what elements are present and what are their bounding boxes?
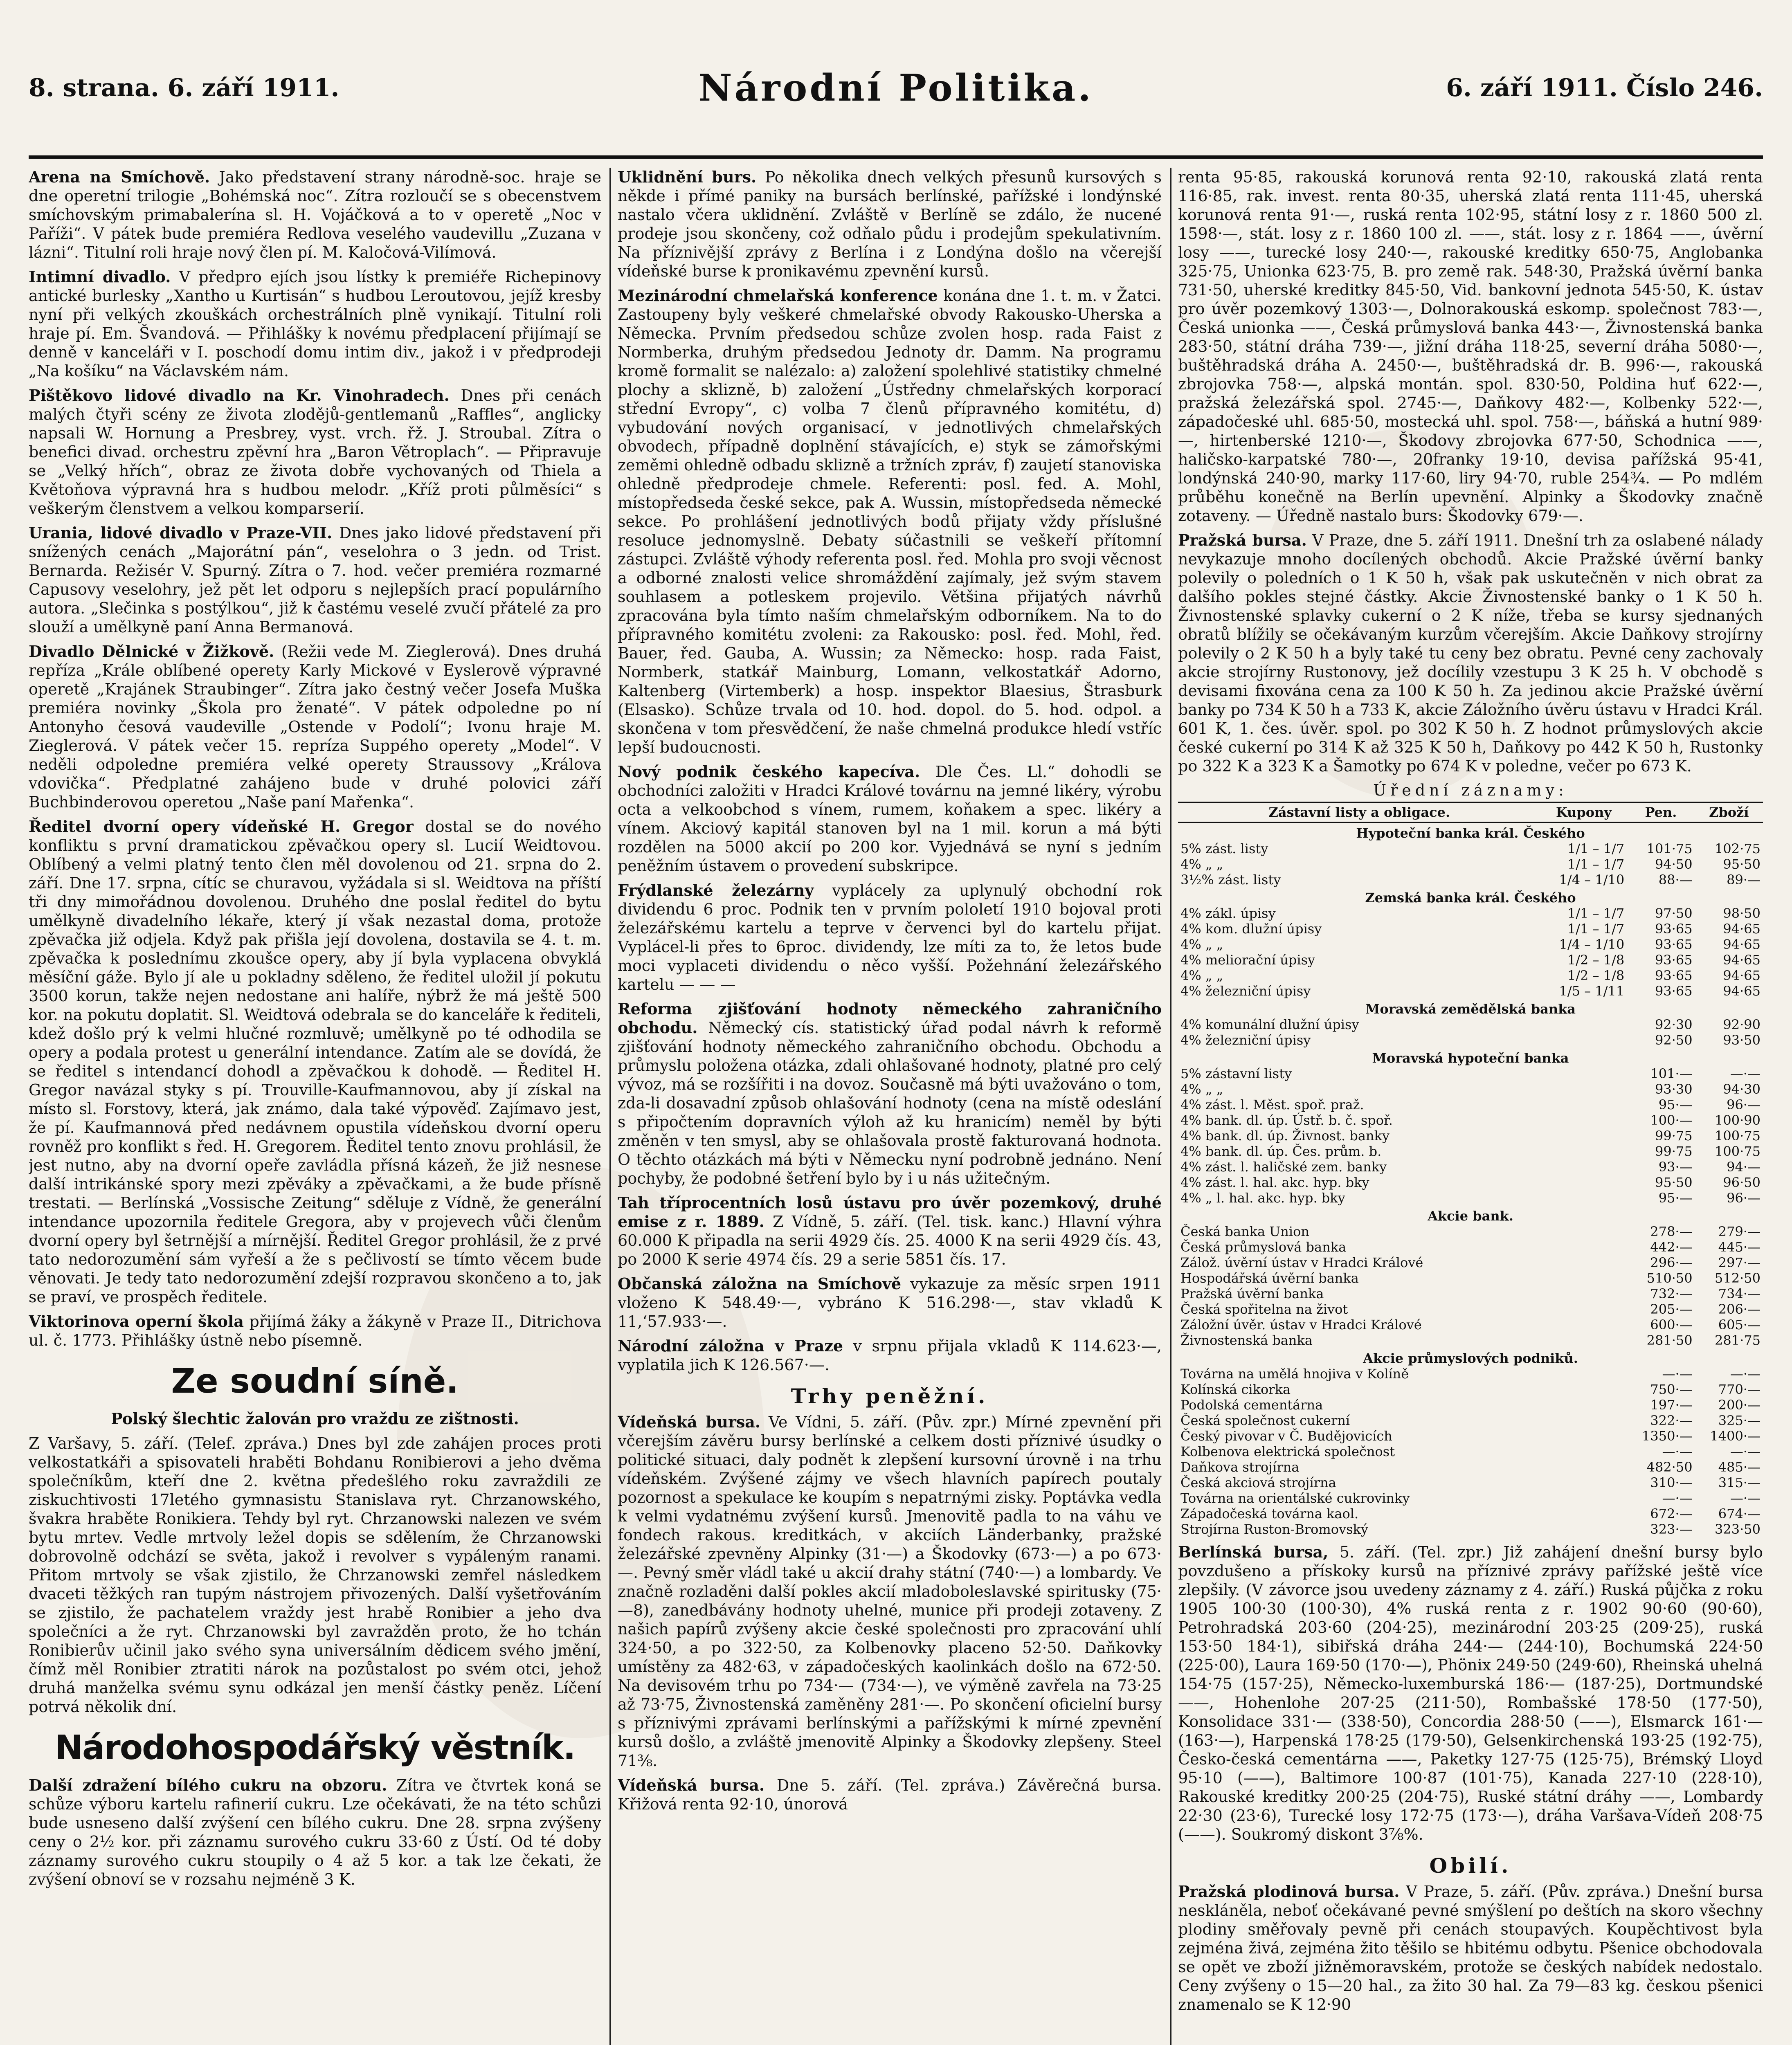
table-row [1178, 1032, 1763, 1048]
coupon-dates: 1/4 – 1/10 [1559, 937, 1625, 952]
article-berlin-bourse [1178, 1543, 1763, 1844]
article-text: Německý cís. statistický úřad podal návrh k reformě zjišťování hodnoty německého zahraničního obchodu. Obchodu a průmyslu položena otázka, zdali ohlašované hodnoty, platné pro celý vývoz, má se rozšířiti i na dovoz. Současně má býti uvažováno o tom, zda-li dosavadní způsob ohlašování hodnoty (cena na místě odeslání s připočtením dopravních výloh až ku hranicím) neměl by býti změněn v ten smysl, aby se ohlašovala prostě fakturovaná hodnota. O těchto otázkách má býti v Německu nyní podrobně jednáno. Není pochyby, že podobné šetření bylo by i u nás užitečným. [618, 1019, 1162, 1187]
bid-price: 88·— [1658, 872, 1693, 888]
security-name: 4% železniční úpisy [1180, 983, 1311, 999]
table-group-row [1178, 999, 1763, 1017]
coupon-dates [1541, 1286, 1627, 1301]
bid-price: 93·65 [1655, 921, 1693, 937]
column-middle [618, 168, 1162, 2045]
ask-price: 92·90 [1723, 1017, 1761, 1032]
table-row [1178, 906, 1763, 921]
quotes-table-body [1178, 822, 1763, 1537]
coupon-dates [1541, 1175, 1627, 1190]
table-row [1178, 1382, 1763, 1397]
article-heading: Berlínská bursa, [1178, 1543, 1329, 1561]
table-row [1178, 1506, 1763, 1521]
article-heading: Frýdlanské železárny [618, 881, 814, 899]
bid-price: 310·— [1650, 1475, 1693, 1490]
ask-price: 325·— [1718, 1413, 1761, 1428]
table-row [1178, 1286, 1763, 1301]
ask-price: 94·65 [1723, 937, 1761, 952]
article-vienna-bourse-close [618, 1776, 1162, 1814]
article-text: konána dne 1. t. m. v Žatci. Zastoupeny byly veškeré chmelařské obvody Rakousko-Uherska a Německa. Prvním předsedou schůze zvolen hosp. rada Faist z Normberka, druhým předsedou Jednoty dr. Damm. Na programu kromě formalit se nalézalo: a) založení spolehlivé statistiky chmelné plochy a sklizně, b) založení „Ústředny chmelařských korporací střední Evropy“, c) volba 7 členů přípravného komitétu, d) vybudování nových organisací, v jednotlivých chmelařských obvodech, případně doplnění stávajících, e) styk se zámořskými zeměmi ohledně odbadu sklizně a tržních zpráv, f) zaujetí stanoviska ohledně předprodeje chmele. Referenti: posl. fed. A. Mohl, místopředseda české sekce, pak A. Wussin, místopředseda německé sekce. Po prohlášení jednotlivých bodů přijaty vždy příslušné resoluce jednomyslně. Debaty súčastnili se veškeří přítomní zástupci. Zvláště výhody referenta posl. řed. Mohla pro svoji věcnost a odborné znalosti velice shromáždění zajímaly, jež svým stavem souhlasem a potleskem projevilo. Většina přijatých návrhů zpracována byla tímto naším chmelařským odborníkem. Na to do přípravného komitétu zvoleni: za Rakousko: posl. řed. Mohl, řed. Bauer, řed. Gauba, A. Wussin; za Německo: hosp. rada Faist, Normberk, statkář Mainburg, Lomann, velkostatkář Adorno, Kaltenberg (Virtemberk) a hosp. inspektor Blaesius, Štrasburk (Elsasko). Schůze trvala od 10. hod. dopol. do 5. hod. odpol. a skončena v tom přesvědčení, že naše chmelná produkce hledí vstříc lepší budoucnosti. [618, 287, 1162, 756]
security-name: 4% železniční úpisy [1180, 1032, 1311, 1048]
coupon-dates [1541, 1128, 1627, 1144]
table-row [1178, 1366, 1763, 1382]
coupon-dates [1541, 1333, 1627, 1348]
article-vienna-bourse [618, 1413, 1162, 1770]
columns [29, 168, 1763, 2045]
security-name: 4% meliorační úpisy [1180, 952, 1315, 968]
security-name: 4% bank. dl. úp. Čes. prům. b. [1180, 1144, 1382, 1159]
table-row [1178, 1097, 1763, 1112]
security-name: Kolbenova elektrická společnost [1180, 1444, 1395, 1459]
table-group-row [1178, 1348, 1763, 1366]
column-header: Zboží [1695, 802, 1763, 822]
article-court: Z Varšavy, 5. září. (Telef. zpráva.) Dnes byl zde zahájen proces proti velkostatkáři a spisovateli hraběti Bohdanu Ronibierovi a jeho dvěma společníkům, kteří dne 2. května předešlého roku zavraždili ze ziskuchtivosti 17letého gymnasistu Stanislava ryt. Chrzanowského, švakra hraběte Ronikiera. Tehdy byl ryt. Chrzanowski nalezen ve svém bytu mrtev. Vedle mrtvoly ležel dopis se sdělením, že Chrzanowski dobrovolně odchází se světa, jakož i revolver s vypáleným ranami. Přitom mrtvoly se však zjistilo, že Chrzanowski zemřel následkem dvaceti těžkých ran tupým nástrojem přivozených. Další vyšetřováním se zjistilo, že pachatelem vraždy jest hrabě Ronibier a jeho dva společníci a že ryt. Chrzanowski byl zavražděn proto, že ho tchán Ronibierův učinil jako svého syna universálním dědicem svého jmění, čímž měl Ronibier ztratiti nárok na pozůstalost po svém otci, jehož druhá manželka svému synu odkázal jen menší částky peněz. Líčení potrvá několik dní. [29, 1434, 601, 1716]
article-heading: Mezinárodní chmelařská konference [618, 286, 938, 305]
security-name: 4% kom. dlužní úpisy [1180, 921, 1322, 937]
table-row [1178, 1444, 1763, 1459]
ask-price: 94·65 [1723, 968, 1761, 983]
coupon-dates [1541, 1301, 1627, 1317]
coupon-dates [1541, 1475, 1627, 1490]
ask-price: 96·— [1727, 1190, 1761, 1206]
article-heading: Viktorinova operní škola [29, 1312, 244, 1330]
column-left [29, 168, 601, 2045]
bid-price: 101·75 [1646, 841, 1693, 856]
bid-price: 95·— [1658, 1097, 1693, 1112]
coupon-dates [1541, 1382, 1627, 1397]
security-name: Záložní úvěr. ústav v Hradci Králové [1180, 1317, 1422, 1333]
table-row [1178, 841, 1763, 856]
coupon-dates [1541, 1521, 1627, 1537]
group-label: Akcie bank. [1428, 1208, 1513, 1224]
coupon-dates [1541, 1506, 1627, 1521]
coupon-dates [1541, 1066, 1627, 1081]
quotes-table-caption: Úřední záznamy: [1373, 781, 1568, 799]
article-heading: Tah tříprocentních losů ústavu pro úvěr pozemkový, druhé emise z r. 1889. [618, 1193, 1162, 1231]
coupon-dates [1541, 1317, 1627, 1333]
article-heading: Uklidnění burs. [618, 168, 757, 186]
coupon-dates: 1/2 – 1/8 [1567, 968, 1625, 983]
coupon-dates [1541, 1490, 1627, 1506]
article-text: Z Vídně, 5. září. (Tel. tisk. kanc.) Hlavní výhra 60.000 K připadla na serii 4929 čís. 25. 4000 K na serii 4929 čís. 43, po 2000 K serie 4974 čís. 29 a serie 5851 čís. 17. [618, 1213, 1162, 1268]
coupon-dates [1541, 1366, 1627, 1382]
coupon-dates [1541, 1081, 1627, 1097]
security-name: Strojírna Ruston-Bromovský [1180, 1521, 1368, 1537]
ask-price: 445·— [1718, 1239, 1761, 1255]
article-sugar [29, 1776, 601, 1889]
bid-price: 93·— [1658, 1159, 1693, 1175]
table-row [1178, 1239, 1763, 1255]
article-text: Dne 5. září. (Tel. zpráva.) Závěrečná bursa. Křižová renta 92·10, únorová [618, 1776, 1162, 1813]
ask-price: 94·65 [1723, 952, 1761, 968]
article-text: v srpnu přijala vkladů K 114.623·—, vyplatila jich K 126.567·—. [618, 1337, 1162, 1374]
article-heading: Divadlo Dělnické v Žižkově. [29, 642, 274, 661]
security-name: 4% „ l. hal. akc. hyp. bky [1180, 1190, 1345, 1206]
coupon-dates [1541, 1159, 1627, 1175]
bid-price: 281·50 [1646, 1333, 1693, 1348]
column-header: Kupony [1541, 802, 1627, 822]
security-name: Zálož. úvěrní ústav v Hradci Králové [1180, 1255, 1423, 1270]
column-header: Zástavní listy a obligace. [1178, 802, 1541, 822]
column-header: Pen. [1627, 802, 1695, 822]
security-name: Česká spořitelna na život [1180, 1301, 1348, 1317]
table-row [1178, 1413, 1763, 1428]
bid-price: 510·50 [1646, 1270, 1693, 1286]
article-text: vykazuje za měsíc srpen 1911 vloženo K 548.49·—, vybráno K 516.298·—, stav vkladů K 11,‘57.933·—. [618, 1275, 1162, 1330]
bid-price: 482·50 [1646, 1459, 1693, 1475]
bid-price: 296·— [1650, 1255, 1693, 1270]
security-name: Česká průmyslová banka [1180, 1239, 1347, 1255]
header-date-and-issue: 6. září 1911. Číslo 246. [1446, 74, 1763, 102]
bid-price: 92·30 [1655, 1017, 1693, 1032]
table-row [1178, 937, 1763, 952]
article-heading: Reforma zjišťování hodnoty německého zahraničního obchodu. [618, 1000, 1162, 1037]
quotes-table [1178, 802, 1763, 1537]
table-row [1178, 1301, 1763, 1317]
article-grain-bourse [1178, 1882, 1763, 2014]
coupon-dates [1541, 1144, 1627, 1159]
section-heading-money-markets: Trhy peněžní. [791, 1384, 989, 1408]
ask-price: 98·50 [1723, 906, 1761, 921]
article-reditel [29, 817, 601, 1306]
bid-price: 672·— [1650, 1506, 1693, 1521]
coupon-dates: 1/1 – 1/7 [1567, 841, 1625, 856]
article-heading: Pištěkovo lidové divadlo na Kr. Vinohradech. [29, 386, 450, 405]
header-page-and-date: 8. strana. 6. září 1911. [29, 74, 340, 102]
security-name: 4% zást. l. hal. akc. hyp. bky [1180, 1175, 1369, 1190]
article-text: V Praze, 5. září. (Pův. zpráva.) Dnešní bursa neskláněla, neboť očekávané pevné smýšlení po deštích na skoro všechny plodiny směřovaly pevně při cenách stoupavých. Koupěchtivost byla zejména živá, zejména žito těšilo se hbitému odbytu. Pšenice obchodovala se opět ve zboží jižněmoravském, protože se českých nabídek nedostalo. Ceny zvýšeny o 15—20 hal., za žito 30 hal. Za 79—83 kg. českou pšenici znamenalo se K 12·90 [1178, 1883, 1763, 2014]
table-row [1178, 1144, 1763, 1159]
ask-price: 734·— [1718, 1286, 1761, 1301]
article-text: Dnes při cenách malých čtyři scény ze života zlodějů-gentlemanů „Raffles“, anglicky napsali W. Hornung a Presbrey, vyst. vrch. řž. J. Stroubal. Zítra o benefici divad. orchestru zpěvní hra „Baron Větroplach“. — Připravuje se „Velký hřích“, obraz ze života dobře vychovaných od Thiela a Květoňova výpravná hra s hudbou melodr. „Kříž proti půlměsíci“ s veškerým členstvem a velkou komparserií. [29, 387, 601, 517]
table-row [1178, 1081, 1763, 1097]
ask-price: 100·75 [1715, 1144, 1761, 1159]
security-name: 4% „ „ [1180, 856, 1223, 872]
table-row [1178, 921, 1763, 937]
table-group-row [1178, 888, 1763, 906]
table-group-row [1178, 1206, 1763, 1224]
table-row [1178, 1017, 1763, 1032]
coupon-dates [1541, 1444, 1627, 1459]
coupon-dates [1541, 1190, 1627, 1206]
ask-price: 297·— [1718, 1255, 1761, 1270]
security-name: Daňkova strojírna [1180, 1459, 1300, 1475]
article-zizkov [29, 642, 601, 811]
security-name: Západočeská továrna kaol. [1180, 1506, 1359, 1521]
bid-price: 205·— [1650, 1301, 1693, 1317]
security-name: 3½% zást. listy [1180, 872, 1281, 888]
security-name: 4% zákl. úpisy [1180, 906, 1276, 921]
article-text: 5. září. (Tel. zpr.) Již zahájení dnešní bursy bylo povzdušeno a přískoky kursů na příznivé zprávy pařížské ještě více zlepšily. (V závorce jsou uvedeny záznamy z 4. září.) Ruská půjčka z roku 1905 100·30 (100·30), 4% ruská renta z r. 1902 90·60 (90·60), Petrohradská 203·60 (204·25), mezinárodní 203·25 (209·25), ruská 153·50 184·1), sibiřská dráha 244·— (244·10), Bochumská 224·50 (225·00), Laura 169·50 (170·—), Phönix 249·50 (249·60), Rheinská uhelná 154·75 (157·25), Německo-luxemburská 186·— (187·25), Dortmundské ——, Hohenlohe 207·25 (211·50), Rombašské 178·50 (177·50), Konsolidace 331·— (338·50), Concordia 288·50 (——), Elsmarck 161·— (163·—), Harpenská 178·25 (179·50), Gelsenkirchenská 193·25 (192·75), Česko-česká cementárna ——, Paketky 127·75 (125·75), Brémský Lloyd 95·10 (——), Baltimore 100·87 (101·75), Kanada 227·10 (228·10), Rakouské kreditky 200·25 (204·75), Ruské státní dráhy ——, Lombardy 22·30 (23·6), Turecké losy 172·75 (173·—), dráha Varšava-Vídeň 208·75 (——). Soukromý diskont 3⅞%. [1178, 1543, 1763, 1843]
ask-price: 200·— [1718, 1397, 1761, 1413]
table-row [1178, 1175, 1763, 1190]
article-heading: Pražská plodinová bursa. [1178, 1882, 1400, 1901]
table-row [1178, 1270, 1763, 1286]
article-urania [29, 524, 601, 636]
security-name: 4% zást. l. haličské zem. banky [1180, 1159, 1387, 1175]
section-heading-economy: Národohospodářský věstník. [55, 1728, 575, 1767]
bid-price: 600·— [1650, 1317, 1693, 1333]
security-name: Továrna na umělá hnojiva v Kolíně [1180, 1366, 1409, 1382]
security-name: Česká banka Union [1180, 1224, 1309, 1239]
security-name: Živnostenská banka [1180, 1333, 1313, 1348]
newspaper-page [29, 20, 1763, 2045]
article-heading: Polský šlechtic žalován pro vraždu ze zištnosti. [111, 1409, 519, 1428]
group-label: Moravská hypoteční banka [1372, 1050, 1569, 1066]
bid-price: 95·50 [1655, 1175, 1693, 1190]
table-row [1178, 968, 1763, 983]
security-name: 5% zást. listy [1180, 841, 1268, 856]
bid-price: 1350·— [1642, 1428, 1693, 1444]
ask-price: 96·50 [1723, 1175, 1761, 1190]
coupon-dates [1541, 1097, 1627, 1112]
table-row [1178, 1224, 1763, 1239]
article-text: Zítra ve čtvrtek koná se schůze výboru kartelu rafinerií cukru. Lze očekávati, že na této schůzi bude usneseno další zvýšení cen bílého cukru. Dne 28. srpna zvýšeny ceny o 2½ kor. při záznamu surového cukru 33·60 z Ústí. Od té doby záznamy surového cukru stoupily o 4 až 5 kor. a tak lze čekati, že zvýšení obnoví se v rozsahu nejméně 3 K. [29, 1776, 601, 1888]
bid-price: 93·65 [1655, 937, 1693, 952]
bid-price: 99·75 [1655, 1144, 1693, 1159]
bid-price: 323·— [1650, 1521, 1693, 1537]
ask-price: 1400·— [1710, 1428, 1761, 1444]
article-heading: Vídeňská bursa. [618, 1776, 765, 1794]
article-text: V Praze, dne 5. září 1911. Dnešní trh za oslabené nálady nevykazuje mnoho docílených obchodů. Akcie Pražské úvěrní banky polevily o poledních o 1 K 50 h, však pak uskutečněn v nich obrat za dalšího pokles stejné částky. Akcie Živnostenské banky o 1 K 50 h. Živnostenské splavky cukerní o 2 K níže, třeba se kursy sjednaných obratů blížily se očekávaným kurzům včerejším. Akcie Daňkovy strojírny polevily o 2 K 50 h a byly také tu ceny bez obratu. Pevné ceny zachovaly akcie strojírny Rustonovy, jež docílily vzestupu 3 K 25 h. V obchodě s devisami fixována cena za 100 K 50 h. Za jedinou akcie Pražské úvěrní banky po 734 K 50 h a 733 K, akcie Záložního úvěru ústavu v Hradci Král. 601 K, 1. čes. úvěr. spol. po 302 K 50 h. Z hodnot průmyslových akcie české cukerní po 314 K až 325 K 50 h, Daňkovy po 442 K 50 h, Rustonky po 322 K a 323 K a Šamotky po 674 K v poledne, večer po 673 K. [1178, 531, 1763, 775]
ask-price: 102·75 [1715, 841, 1761, 856]
table-row [1178, 1397, 1763, 1413]
bid-price: 750·— [1650, 1382, 1693, 1397]
ask-price: 93·50 [1723, 1032, 1761, 1048]
article-rents: renta 95·85, rakouská korunová renta 92·10, rakouská zlatá renta 116·85, rak. invest. renta 80·35, uherská zlatá renta 111·45, uherská korunová renta 91·—, ruská renta 102·95, státní losy z r. 1860 500 zl. 1598·—, stát. losy z r. 1860 100 zl. ——, stát. losy z r. 1864 ——, úvěrní losy ——, turecké losy 240·—, rakouské kreditky 650·75, Anglobanka 325·75, Unionka 623·75, B. pro země rak. 548·30, Pražská úvěrní banka 731·50, uherské kreditky 845·50, Vid. bankovní jednota 545·50, K. ústav pro úvěr pozemkový 1303·—, Dolnorakouská eskomp. společnost 783·—, Česká unionka ——, Česká průmyslová banka 443·—, Živnostenská banka 283·50, státní dráha 739·—, jižní dráha 118·25, severní dráha 5080·—, buštěhradská dráha A. 2450·—, buštěhradská dr. B. 996·—, rakouská zbrojovka 758·—, alpská montán. spol. 830·50, Poldina huť 622·—, pražská železářská spol. 2745·—, Daňkovy 482·—, Kolbenky 522·—, západočeské uhl. 685·50, mostecká uhl. spol. 758·—, báňská a hutní 989·—, hirtenberské 1210·—, Škodovy zbrojovka 677·50, Schodnica ——, haličsko-karpatské 780·—, 20franky 19·10, devisa pařížská 95·41, londýnská 240·90, marky 117·60, liry 94·70, ruble 254¾. — Po mdlém průběhu konečně na Berlín upevnění. Alpinky a Škodovky značně zotaveny. — Úředně nastalo burs: Škodovky 679·—. [1178, 168, 1763, 525]
bid-price: 197·— [1650, 1397, 1693, 1413]
article-pistek [29, 386, 601, 518]
bid-price: 92·50 [1655, 1032, 1693, 1048]
coupon-dates: 1/5 – 1/11 [1559, 983, 1625, 999]
coupon-dates [1541, 1112, 1627, 1128]
group-label: Akcie průmyslových podniků. [1363, 1351, 1578, 1366]
quotes-table-header [1178, 802, 1763, 822]
bid-price: 93·30 [1655, 1081, 1693, 1097]
column-right [1178, 168, 1763, 2045]
coupon-dates [1541, 1017, 1627, 1032]
article-heading: Občanská záložna na Smíchově [618, 1274, 902, 1293]
ask-price: 94·65 [1723, 921, 1761, 937]
security-name: 5% zástavní listy [1180, 1066, 1292, 1081]
security-name: Český pivovar v Č. Budějovicích [1180, 1428, 1392, 1444]
security-name: Hospodářská úvěrní banka [1180, 1270, 1359, 1286]
bid-price: 100·— [1650, 1112, 1693, 1128]
article-arena [29, 168, 601, 262]
ask-price: 95·50 [1723, 856, 1761, 872]
article-text: Ve Vídni, 5. září. (Pův. zpr.) Mírné zpevnění při včerejším závěru bursy berlínské a celkem dosti příznivé úsudky o politické situaci, daly podnět k zlepšení kursovní úrovně i na trhu vídeňském. Zvýšené zájmy ve všech hlavních papírech poutaly pozornost a spekulace ke koupím s nepatrnými zisky. Poptávka vedla k velmi vydatnému zvýšení kursů. Jmenovitě padla to na váhu ve fondech rakous. kreditkách, v akciích Länderbanky, pražské železářské zpevněny Alpinky (31·—) a Škodovky (673·—) a po 673·—. Pevný směr vládl také u akcií drahy státní (740·—) a lombardy. Ve značně rozladěni další pokles akcií mladoboleslavské spiritusky (75·—8), zanedbávány hodnoty uhelné, munice při prodeji zotaveny. Z našich papírů zvýšeny akcie české společnosti pro zpracování uhlí 324·50, a po 322·50, za Kolbenovky placeno 52·50. Daňkovky umístěny za 482·63, v západočeských kaolinkách došlo na 672·50. Na devisovém trhu po 734·— (734·—), ve výměně zavřela na 73·25 až 73·75, Živnostenská zaměněny 281·—. Po skončení oficielní bursy s příznivými zprávami berlínskými a pařížskými k mírné zpevnění kursů došlo, a zvláště jmenovitě Alpinky a Škodovky zlepšeny. Steel 71⅜. [618, 1413, 1162, 1770]
ask-price: 206·— [1718, 1301, 1761, 1317]
coupon-dates [1541, 1255, 1627, 1270]
security-name: Továrna na orientálské cukrovinky [1180, 1490, 1410, 1506]
table-row [1178, 1333, 1763, 1348]
bid-price: 95·— [1658, 1190, 1693, 1206]
security-name: 4% zást. l. Měst. spoř. praž. [1180, 1097, 1364, 1112]
table-row [1178, 1159, 1763, 1175]
coupon-dates [1541, 1459, 1627, 1475]
table-row [1178, 1128, 1763, 1144]
security-name: 4% bank. dl. úp. Živnost. banky [1180, 1128, 1390, 1144]
article-heading: Vídeňská bursa. [618, 1413, 761, 1431]
article-hop-conference [618, 286, 1162, 757]
ask-price: —·— [1730, 1490, 1761, 1506]
table-row [1178, 872, 1763, 888]
bid-price: 97·50 [1655, 906, 1693, 921]
article-ironworks [618, 881, 1162, 994]
article-heading: Arena na Smíchově. [29, 168, 210, 186]
coupon-dates [1541, 1224, 1627, 1239]
table-row [1178, 1428, 1763, 1444]
table-group-row [1178, 822, 1763, 841]
section-heading-grain: Obilí. [1429, 1854, 1512, 1878]
group-label: Hypoteční banka král. Českého [1356, 825, 1585, 841]
ask-price: 94·30 [1723, 1081, 1761, 1097]
coupon-dates [1541, 1032, 1627, 1048]
security-name: Podolská cementárna [1180, 1397, 1323, 1413]
ask-price: 96·— [1727, 1097, 1761, 1112]
security-name: 4% „ „ [1180, 937, 1223, 952]
ask-price: —·— [1730, 1444, 1761, 1459]
article-heading: Další zdražení bílého cukru na obzoru. [29, 1776, 387, 1794]
table-row [1178, 1255, 1763, 1270]
article-text: přijímá žáky a žákyně v Praze II., Ditrichova ul. č. 1773. Přihlášky ústně nebo písemně. [29, 1312, 601, 1349]
article-heading: Urania, lidové divadlo v Praze-VII. [29, 524, 333, 542]
article-text: Jako představení strany národně-soc. hraje se dne operetní trilogie „Bohémská noc“. Zítra rozloučí se s obecenstvem smíchovským primabalerína sl. H. Vojáčková a to v operetě „Noc v Paříži“. V pátek bude premiéra Redlova veselého vaudevillu „Zuzana v lázni“. Titulní roli hraje nový člen pí. M. Kaločová-Vilímová. [29, 168, 601, 261]
ask-price: 94·— [1727, 1159, 1761, 1175]
column-divider [609, 168, 611, 2045]
article-heading: Intimní divadlo. [29, 267, 171, 286]
bid-price: 101·— [1650, 1066, 1693, 1081]
coupon-dates [1541, 1397, 1627, 1413]
coupon-dates [1541, 1239, 1627, 1255]
ask-price: —·— [1730, 1066, 1761, 1081]
ask-price: 512·50 [1715, 1270, 1761, 1286]
article-text: V předpro ejích jsou lístky k premiéře Richepinovy antické burlesky „Xantho u Kurtisán“ s hudbou Leroutovou, jejíž kresby nyní při velkých zkouškách orchestrálních plně vynikají. Titulní roli hraje pí. Em. Švandová. — Přihlášky k novému předplacení přijímají se denně v kanceláři v I. poschodí domu intim div., jakož i v předprodeji „Na košíku“ na Václavském nám. [29, 268, 601, 380]
bid-price: 93·65 [1655, 983, 1693, 999]
coupon-dates: 1/1 – 1/7 [1567, 856, 1625, 872]
bid-price: 732·— [1650, 1286, 1693, 1301]
table-row [1178, 1490, 1763, 1506]
page-header [29, 20, 1763, 159]
ask-price: 100·75 [1715, 1128, 1761, 1144]
bid-price: —·— [1662, 1366, 1693, 1382]
bid-price: 93·65 [1655, 952, 1693, 968]
table-group-row [1178, 1048, 1763, 1066]
ask-price: 315·— [1718, 1475, 1761, 1490]
coupon-dates [1541, 1413, 1627, 1428]
bid-price: —·— [1662, 1490, 1693, 1506]
article-text: vyplácely za uplynulý obchodní rok dividendu 6 proc. Podnik ten v prvním pololetí 1910 bojoval proti železářskému kartelu a teprve v červenci byl do kartelu přijat. Vyplácel-li přes to 6proc. dividendy, lze míti za to, že letos bude moci vyplaceti dividendu o něco vyšší. Požehnání železářského kartelu — — — [618, 881, 1162, 993]
coupon-dates [1541, 1270, 1627, 1286]
article-lottery [618, 1193, 1162, 1269]
article-text: Dle Čes. Ll.“ dohodli se obchodníci založiti v Hradci Králové továrnu na jemné likéry, výrobu octa a velkoobchod s vínem, rumem, koňakem a spec. likéry a vínem. Akciový kapitál stanoven byl na 1 mil. korun a má býti rozdělen na 5000 akcií po 200 kor. Vyjednává se nyní s jedním peněžním ústavem o provedení subskripce. [618, 763, 1162, 875]
coupon-dates: 1/4 – 1/10 [1559, 872, 1625, 888]
article-reform [618, 1000, 1162, 1188]
ask-price: 281·75 [1715, 1333, 1761, 1348]
table-row [1178, 1459, 1763, 1475]
table-row [1178, 1317, 1763, 1333]
article-uklidneni [618, 168, 1162, 281]
security-name: Kolínská cikorka [1180, 1382, 1291, 1397]
coupon-dates: 1/2 – 1/8 [1567, 952, 1625, 968]
ask-price: 605·— [1718, 1317, 1761, 1333]
group-label: Moravská zemědělská banka [1365, 1001, 1576, 1017]
table-row [1178, 952, 1763, 968]
table-row [1178, 1521, 1763, 1537]
article-text: Dnes jako lidové představení při snížených cenách „Majorátní pán“, veselohra o 3 jedn. od Trist. Bernarda. Režisér V. Spurný. Zítra o 7. hod. večer premiéra rozmarné Capusovy veselohry, jež pět let odporu s nejlepších prací populárního autora. „Slečinka s postýlkou“, již k častému veselé zvučí přátelé za pro slouží a umělkyně paní Anna Bermanová. [29, 524, 601, 636]
bid-price: —·— [1662, 1444, 1693, 1459]
security-name: Česká akciová strojírna [1180, 1475, 1336, 1490]
coupon-dates: 1/1 – 1/7 [1567, 906, 1625, 921]
security-name: 4% „ „ [1180, 1081, 1223, 1097]
article-intimni [29, 267, 601, 380]
bid-price: 99·75 [1655, 1128, 1693, 1144]
coupon-dates [1541, 1428, 1627, 1444]
table-row [1178, 1112, 1763, 1128]
bid-price: 94·50 [1655, 856, 1693, 872]
article-narodni [618, 1337, 1162, 1374]
ask-price: —·— [1730, 1366, 1761, 1382]
table-row [1178, 1475, 1763, 1490]
security-name: 4% komunální dlužní úpisy [1180, 1017, 1359, 1032]
article-viktorin [29, 1312, 601, 1350]
table-row [1178, 856, 1763, 872]
group-label: Zemská banka král. Českého [1365, 890, 1576, 906]
ask-price: 770·— [1718, 1382, 1761, 1397]
security-name: Pražská úvěrní banka [1180, 1286, 1324, 1301]
article-obcanska [618, 1274, 1162, 1331]
security-name: 4% bank. dl. úp. Ústř. b. č. spoř. [1180, 1112, 1393, 1128]
ask-price: 279·— [1718, 1224, 1761, 1239]
ask-price: 674·— [1718, 1506, 1761, 1521]
article-text: Po několika dnech velkých přesunů kursových s někde i přímé paniky na bursách berlínské, pařížské i londýnské nastalo včera uklidnění. Zvláště v Berlíně se zdálo, že nucené prodeje jsou skončeny, což odňalo půdu i prodejům spekulativním. Na příznivější zprávy z Berlína i z Londýna došlo na včerejší vídeňské burse k pronikavému zpevnění kursů. [618, 168, 1162, 280]
section-heading-court: Ze soudní síně. [171, 1362, 459, 1401]
article-heading: Nový podnik českého kapecíva. [618, 762, 920, 781]
table-row [1178, 1066, 1763, 1081]
table-row [1178, 983, 1763, 999]
table-row [1178, 1190, 1763, 1206]
article-prague-bourse [1178, 531, 1763, 775]
security-name: Česká společnost cukerní [1180, 1413, 1350, 1428]
ask-price: 89·— [1727, 872, 1761, 888]
security-name: 4% „ „ [1180, 968, 1223, 983]
ask-price: 100·90 [1715, 1112, 1761, 1128]
article-text: dostal se do nového konfliktu s první dramatickou zpěvačkou opery sl. Lucií Weidtovou. Oblíbený a velmi platný tento člen měl dovolenou od 21. srpna do 2. září. Dne 17. srpna, cítíc se churavou, vyžádala si sl. Weidtova na příští tři dny mimořádnou dovolenou. Druhého dne poslal ředitel do bytu umělkyně divadelního lékaře, který jí však nezastal doma, protože zpěvačka již odjela. Když pak přišla její dovolena, dostavila se 4. t. m. zpěvačka k poslednímu zkoušce opery, aby jí byla vyplacena obvyklá měsíční gáže. Bylo jí ale u pokladny sděleno, že ředitel uložil jí pokutu 3500 korun, takže nejen nedostane ani halíře, nýbrž že má ještě 500 kor. na pokutu doplatit. Sl. Weidtová odebrala se do kanceláře k řediteli, kdež došlo prý k velmi hlučné rozmluvě; umělkyně po té odhodila se opery a podala protest u generální intendance. Zatím ale se dovídá, že se ředitel s intendancí dohodl a zpěvačkou k dohodě. — Ředitel H. Gregor navázal styky s pí. Trouville-Kaufmannovou, aby jí získal na místo sl. Forstovy, která, jak známo, dala také výpověď. Zajímavo jest, že pí. Kaufmannová před nedávnem opustila vídeňskou dvorní operu rovněž pro konflikt s řed. H. Gregorem. Ředitel tento znovu prohlásil, že jest nutno, aby na dvorní opeře zavládla přísná kázeň, že již nesnese další intrikánské spory mezi zpěváky a zpěvačkami, a že bude přísně trestati. — Berlínská „Vossische Zeitung“ sděluje z Vídně, že generální intendance upozornila ředitele Gregora, aby v projevech vůči členům dvorní opery byl šetrnější a mírnější. Ředitel Gregor prohlásil, že z prvé tato nedorozumění sám vyřeší a že s pečlivostí se tímto věcem bude věnovati. Je tedy tato nedorozumění zdejší rozpravou skončeno a to, jak se praví, ve prospěch ředitele. [29, 818, 601, 1306]
column-divider [1170, 168, 1171, 2045]
bid-price: 93·65 [1655, 968, 1693, 983]
bid-price: 442·— [1650, 1239, 1693, 1255]
coupon-dates: 1/1 – 1/7 [1567, 921, 1625, 937]
bid-price: 278·— [1650, 1224, 1693, 1239]
masthead-title: Národní Politika. [698, 66, 1093, 110]
ask-price: 323·50 [1715, 1521, 1761, 1537]
article-text: (Režii vede M. Zieglerová). Dnes druhá repříza „Krále oblíbené operety Karly Mickové v Eyslerově výpravné operetě „Krajánek Straubinger“. Zítra jako čestný večer Josefa Muška premiéra novinky „Škola pro ženaté“. V pátek odpoledne po ní Antonyho česová vaudeville „Ostende v Podolí“; Ivonu hraje M. Zieglerová. V pátek večer 15. repríza Suppého operety „Model“. V neděli odpoledne premiéra velké operety Straussovy „Králova vdovička“. Předplatné zahájeno bude v druhé polovici září Buchbinderovou operetou „Naše paní Mařenka“. [29, 643, 601, 811]
article-heading: Národní záložna v Praze [618, 1337, 843, 1355]
bid-price: 322·— [1650, 1413, 1693, 1428]
article-heading: Pražská bursa. [1178, 531, 1307, 549]
article-new-enterprise [618, 762, 1162, 875]
article-heading: Ředitel dvorní opery vídeňské H. Gregor [29, 817, 414, 836]
ask-price: 485·— [1718, 1459, 1761, 1475]
ask-price: 94·65 [1723, 983, 1761, 999]
